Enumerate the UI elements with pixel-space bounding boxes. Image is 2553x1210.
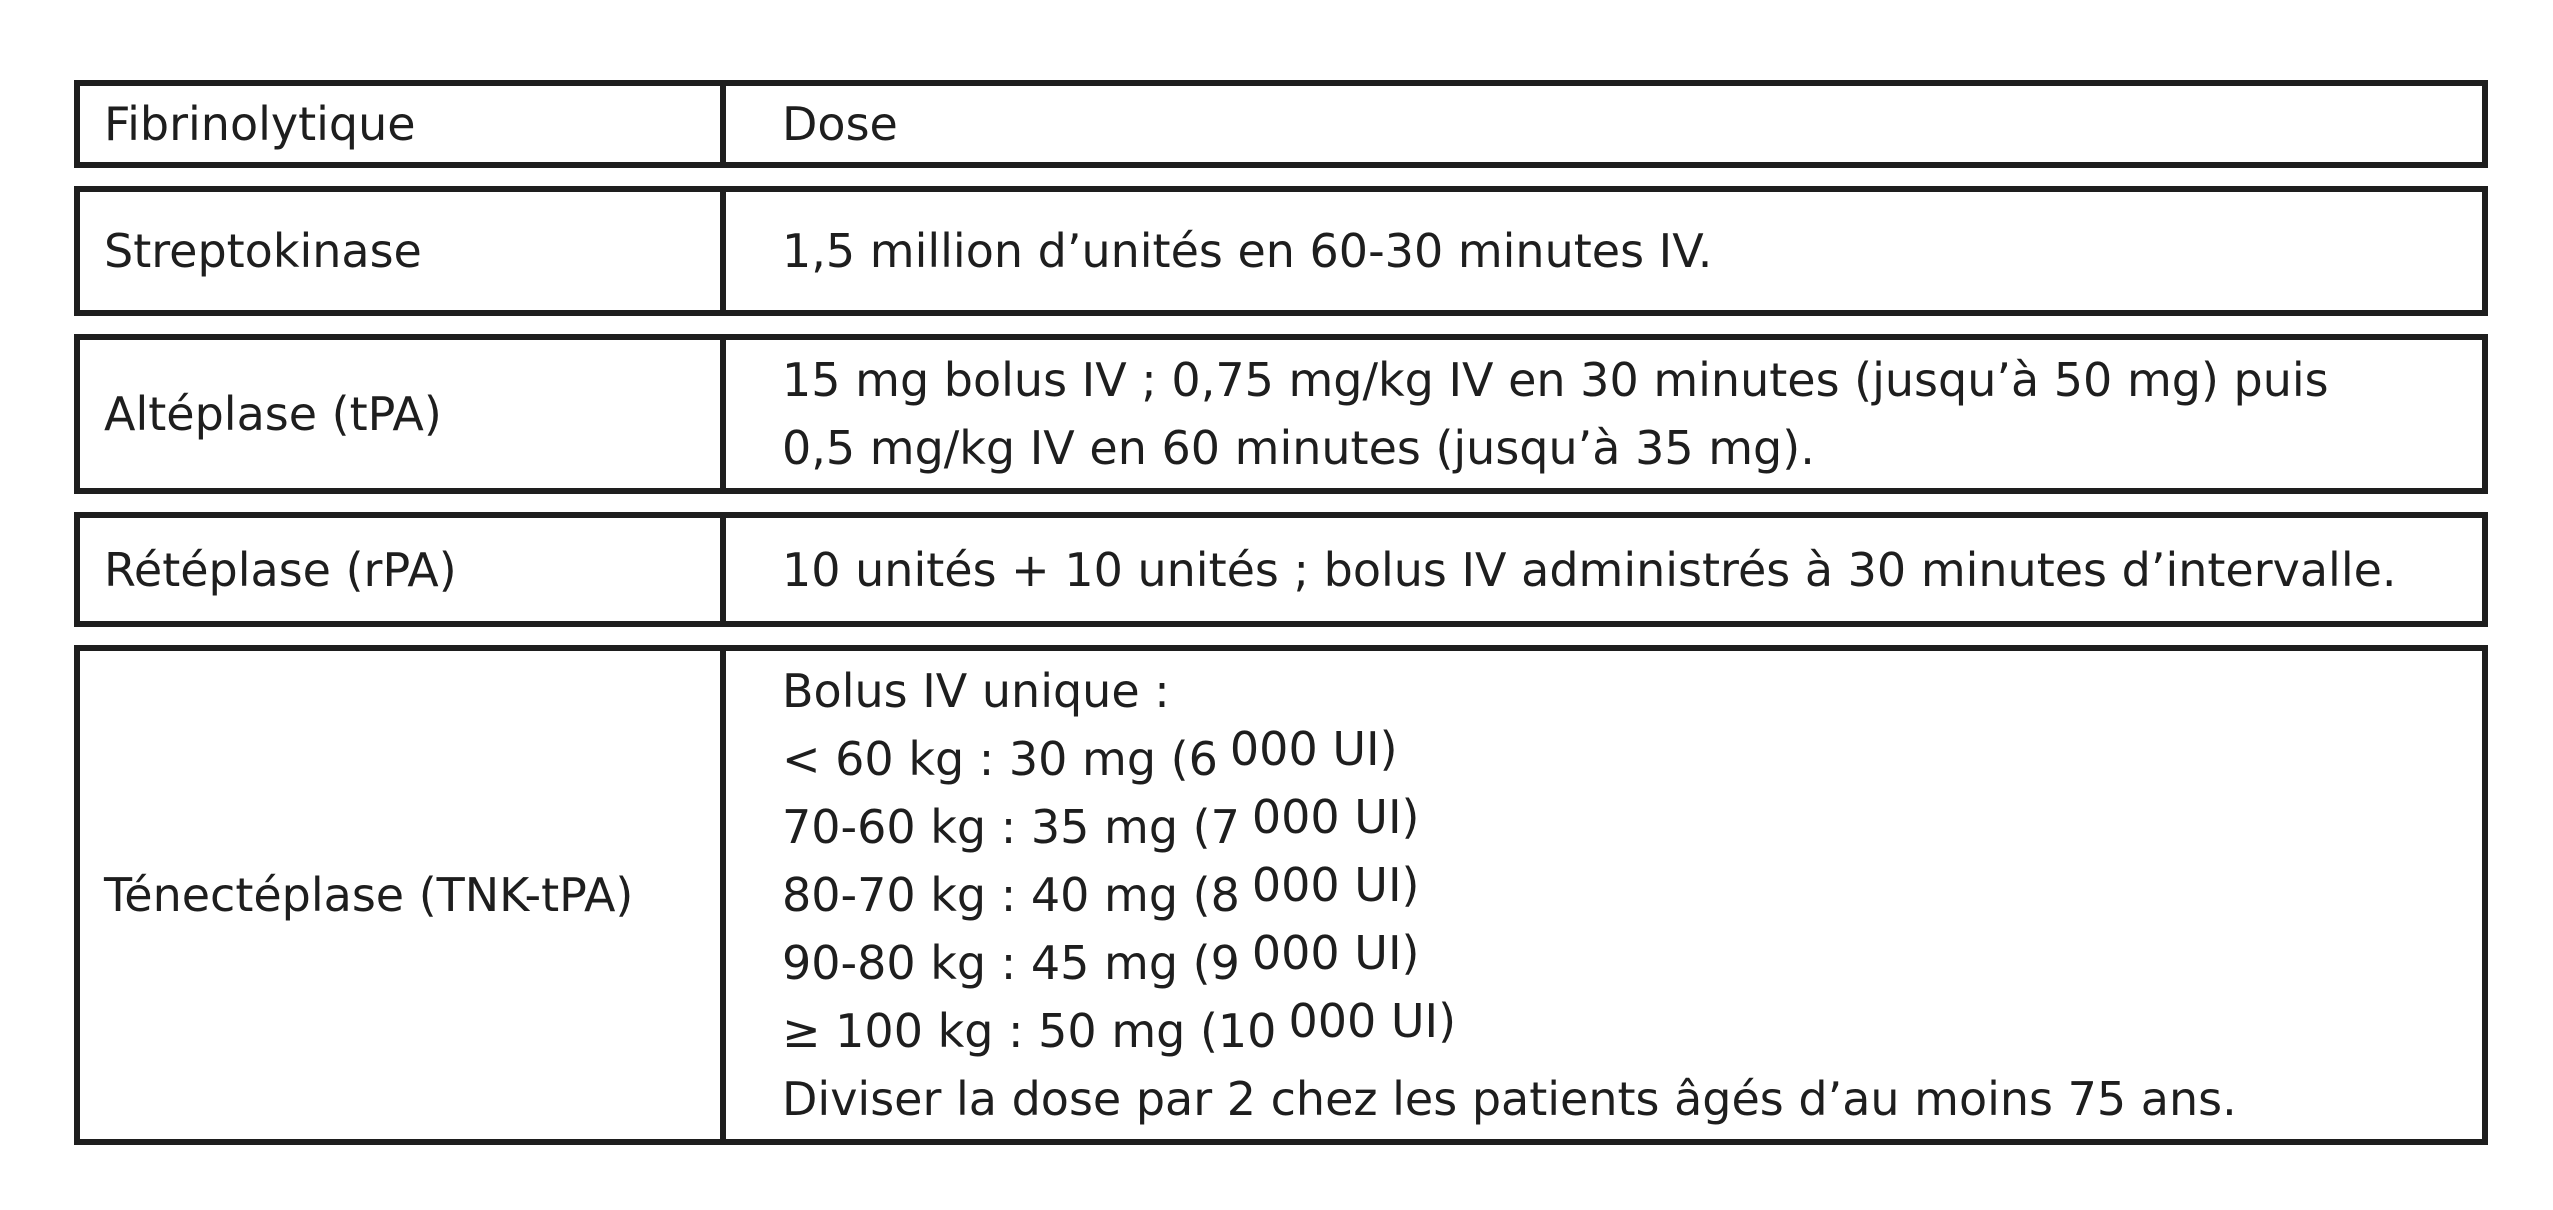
- dose-cell: [726, 651, 2482, 1139]
- dose-tier: [782, 926, 2482, 997]
- fibrinolytic-dose-table: [74, 80, 2488, 1163]
- dose-intro: Bolus IV unique :: [782, 664, 1170, 718]
- table-row-alteplase: [74, 334, 2488, 494]
- tier-main: 70-60 kg : 35 mg (7: [782, 800, 1240, 854]
- tier-main: 90-80 kg : 45 mg (9: [782, 936, 1240, 990]
- dose-tier: [782, 858, 2482, 929]
- tier-units: 000 UI): [1288, 994, 1457, 1048]
- dose-note: Diviser la dose par 2 chez les patients âgés d’au moins 75 ans.: [782, 1072, 2237, 1126]
- table-row-tenecteplase: [74, 645, 2488, 1145]
- dose-cell: [726, 192, 2482, 310]
- drug-name: Altéplase (tPA): [80, 340, 726, 488]
- header-fibrinolytique: Fibrinolytique: [80, 86, 726, 162]
- drug-name: Ténectéplase (TNK-tPA): [80, 651, 726, 1139]
- dose-line: 15 mg bolus IV ; 0,75 mg/kg IV en 30 minutes (jusqu’à 50 mg) puis: [782, 353, 2329, 407]
- header-dose: Dose: [782, 97, 898, 151]
- tier-units: 000 UI): [1251, 858, 1420, 912]
- dose-tier: [782, 790, 2482, 861]
- drug-name: Rétéplase (rPA): [80, 518, 726, 621]
- dose-line: 0,5 mg/kg IV en 60 minutes (jusqu’à 35 mg).: [782, 421, 1815, 475]
- table-row-streptokinase: [74, 186, 2488, 316]
- drug-name: Streptokinase: [80, 192, 726, 310]
- dose-cell: [726, 340, 2482, 488]
- table-row-reteplase: [74, 512, 2488, 627]
- table-header-row: [74, 80, 2488, 168]
- tier-units: 000 UI): [1251, 926, 1420, 980]
- tier-units: 000 UI): [1251, 790, 1420, 844]
- dose-line: 10 unités + 10 unités ; bolus IV administrés à 30 minutes d’intervalle.: [782, 542, 2397, 597]
- tier-main: 80-70 kg : 40 mg (8: [782, 868, 1240, 922]
- dose-tier: [782, 722, 2482, 793]
- tier-main: ≥ 100 kg : 50 mg (10: [782, 1004, 1277, 1058]
- dose-line: 1,5 million d’unités en 60-30 minutes IV.: [782, 224, 1713, 278]
- tier-units: 000 UI): [1229, 722, 1398, 776]
- tier-main: < 60 kg : 30 mg (6: [782, 732, 1218, 786]
- dose-cell: [726, 518, 2482, 621]
- dose-tier: [782, 994, 2482, 1065]
